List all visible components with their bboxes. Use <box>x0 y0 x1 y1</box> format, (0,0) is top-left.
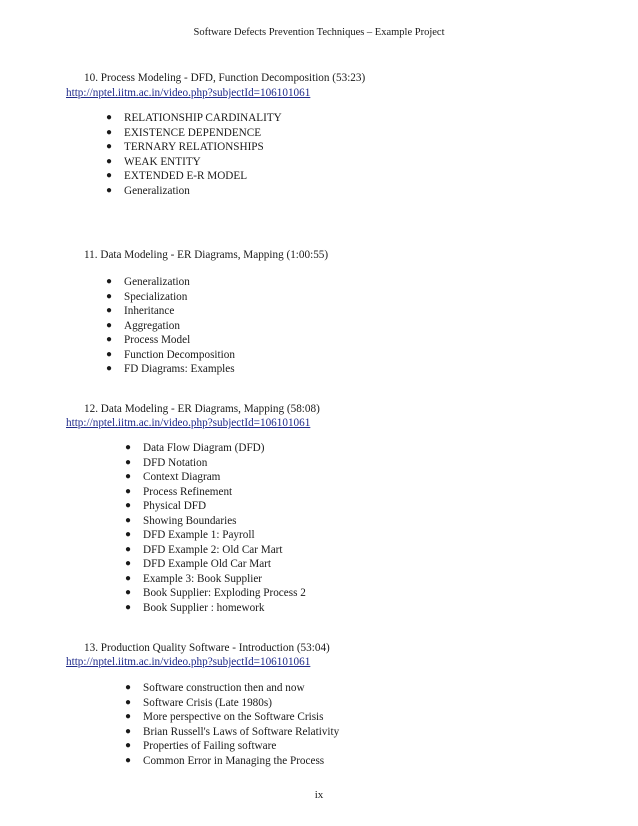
bullet-list <box>106 275 235 377</box>
bullet-icon: ● <box>125 514 132 526</box>
bullet-icon: ● <box>125 696 132 708</box>
list-item: ● FD Diagrams: Examples <box>106 363 235 375</box>
bullet-icon: ● <box>106 141 113 152</box>
bullet-icon: ● <box>125 572 132 584</box>
bullet-icon: ● <box>106 170 113 181</box>
section-title: 12. Data Modeling - ER Diagrams, Mapping (58:08) <box>84 403 320 415</box>
bullet-icon: ● <box>125 682 132 693</box>
page-number: ix <box>314 789 324 801</box>
list-item: ● Data Flow Diagram (DFD) <box>125 442 265 454</box>
list-item: ● Process Refinement <box>125 485 233 498</box>
list-item: ● RELATIONSHIP CARDINALITY <box>106 112 282 124</box>
list-item: ● Common Error in Managing the Process <box>125 754 325 767</box>
page-header: Software Defects Prevention Techniques – Example Project <box>193 27 445 38</box>
bullet-icon: ● <box>125 456 132 468</box>
list-item: ● Properties of Failing software <box>125 740 277 752</box>
bullet-icon: ● <box>106 276 113 287</box>
list-item: ● Showing Boundaries <box>125 514 237 527</box>
bullet-list <box>125 441 306 615</box>
list-item: ● Generalization <box>106 184 190 197</box>
list-item: ● Generalization <box>106 276 190 288</box>
bullet-icon: ● <box>106 126 113 138</box>
bullet-icon: ● <box>106 348 113 360</box>
list-item: ● Physical DFD <box>125 500 207 512</box>
bullet-icon: ● <box>106 305 113 316</box>
list-item: ● DFD Example Old Car Mart <box>125 558 272 570</box>
list-item: ● DFD Example 2: Old Car Mart <box>125 543 283 556</box>
bullet-icon: ● <box>106 290 113 302</box>
bullet-icon: ● <box>125 529 132 540</box>
list-item: ● More perspective on the Software Crisis <box>125 711 324 723</box>
bullet-icon: ● <box>106 319 113 331</box>
section-title: 10. Process Modeling - DFD, Function Decomposition (53:23) <box>84 72 366 84</box>
bullet-icon: ● <box>125 740 132 751</box>
list-item: ● WEAK ENTITY <box>106 155 201 168</box>
bullet-list <box>125 681 339 768</box>
bullet-icon: ● <box>125 725 132 737</box>
bullet-icon: ● <box>125 485 132 497</box>
list-item: ● Software construction then and now <box>125 682 305 694</box>
list-item: ● Software Crisis (Late 1980s) <box>125 696 272 709</box>
bullet-icon: ● <box>106 184 113 196</box>
bullet-icon: ● <box>125 442 132 453</box>
bullet-icon: ● <box>125 471 132 482</box>
bullet-icon: ● <box>106 334 113 345</box>
list-item: ● Book Supplier : homework <box>125 601 265 614</box>
bullet-icon: ● <box>125 500 132 511</box>
section-title: 13. Production Quality Software - Introduction (53:04) <box>84 642 330 654</box>
bullet-icon: ● <box>106 112 113 123</box>
section-link[interactable]: http://nptel.iitm.ac.in/video.php?subjectId=106101061 <box>66 417 311 429</box>
list-item: ● DFD Example 1: Payroll <box>125 529 255 541</box>
list-item: ● Process Model <box>106 334 191 346</box>
bullet-icon: ● <box>106 155 113 167</box>
list-item: ● DFD Notation <box>125 456 208 469</box>
bullet-icon: ● <box>125 711 132 722</box>
list-item: ● Specialization <box>106 290 188 303</box>
bullet-icon: ● <box>106 363 113 374</box>
list-item: ● Function Decomposition <box>106 348 235 361</box>
list-item: ● Inheritance <box>106 305 175 317</box>
bullet-icon: ● <box>125 754 132 766</box>
list-item: ● Brian Russell's Laws of Software Relativity <box>125 725 340 738</box>
bullet-icon: ● <box>125 601 132 613</box>
bullet-icon: ● <box>125 587 132 598</box>
list-item: ● EXISTENCE DEPENDENCE <box>106 126 262 139</box>
list-item: ● Aggregation <box>106 319 180 332</box>
bullet-icon: ● <box>125 558 132 569</box>
list-item: ● Book Supplier: Exploding Process 2 <box>125 587 306 599</box>
section-link[interactable]: http://nptel.iitm.ac.in/video.php?subjectId=106101061 <box>66 656 311 668</box>
section-link[interactable]: http://nptel.iitm.ac.in/video.php?subjectId=106101061 <box>66 87 311 99</box>
bullet-icon: ● <box>125 543 132 555</box>
list-item: ● Context Diagram <box>125 471 221 483</box>
bullet-list <box>106 111 282 198</box>
section-title: 11. Data Modeling - ER Diagrams, Mapping (1:00:55) <box>84 249 329 261</box>
list-item: ● EXTENDED E-R MODEL <box>106 170 248 182</box>
list-item: ● TERNARY RELATIONSHIPS <box>106 141 264 153</box>
list-item: ● Example 3: Book Supplier <box>125 572 263 585</box>
